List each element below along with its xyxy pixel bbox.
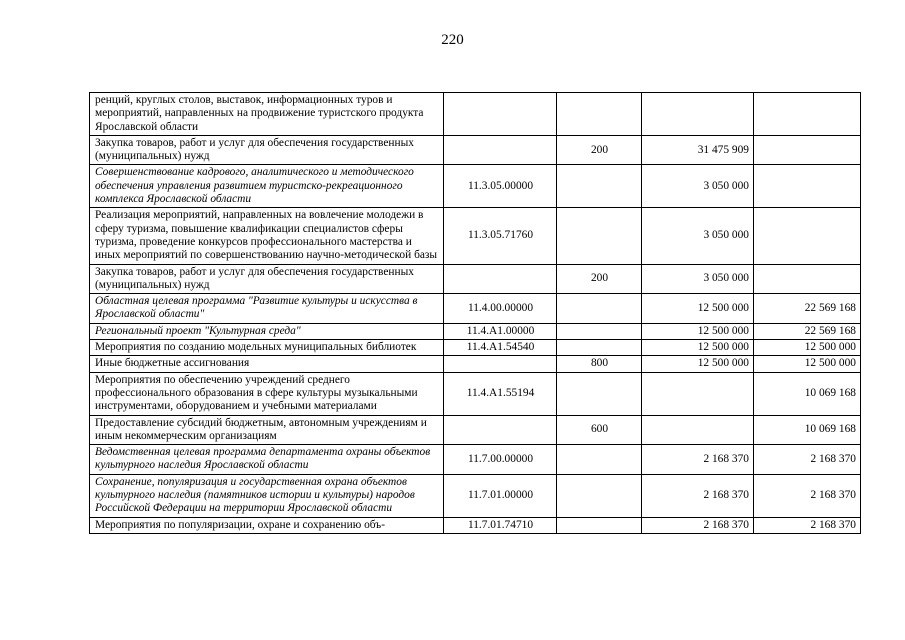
row-name-cell: Предоставление субсидий бюджетным, автономным учреждениям и иным некоммерческим организациям <box>90 415 444 445</box>
row-expense-type-cell <box>557 517 642 533</box>
row-amount-cell <box>642 415 754 445</box>
row-expense-type-cell <box>557 323 642 339</box>
row-expense-type-cell <box>557 208 642 264</box>
page-number: 220 <box>441 32 464 48</box>
row-amount-next-cell <box>754 208 861 264</box>
row-code-cell <box>444 415 557 445</box>
row-amount-next-cell <box>754 93 861 136</box>
row-amount-cell: 12 500 000 <box>642 356 754 372</box>
row-code-cell <box>444 356 557 372</box>
row-amount-cell: 3 050 000 <box>642 264 754 294</box>
row-expense-type-cell: 200 <box>557 135 642 165</box>
row-amount-next-cell: 22 569 168 <box>754 323 861 339</box>
row-code-cell: 11.7.01.00000 <box>444 474 557 517</box>
row-name-cell: Мероприятия по популяризации, охране и сохранению объ- <box>90 517 444 533</box>
table-row <box>90 517 861 533</box>
row-name-cell: Закупка товаров, работ и услуг для обеспечения государственных (муниципальных) нужд <box>90 135 444 165</box>
row-amount-next-cell <box>754 264 861 294</box>
row-name-cell: Мероприятия по обеспечению учреждений среднего профессионального образования в сфере культуры музыкальными инструментами, оборудованием и учебными материалами <box>90 372 444 415</box>
table-row <box>90 356 861 372</box>
row-amount-next-cell: 2 168 370 <box>754 517 861 533</box>
table-row <box>90 445 861 475</box>
row-code-cell: 11.7.01.74710 <box>444 517 557 533</box>
row-name-cell: Региональный проект "Культурная среда" <box>90 323 444 339</box>
row-amount-cell: 12 500 000 <box>642 340 754 356</box>
row-amount-cell: 12 500 000 <box>642 323 754 339</box>
row-name-cell: Совершенствование кадрового, аналитического и методического обеспечения управления развитием туристско-рекреационного комплекса Ярославской области <box>90 165 444 208</box>
row-amount-next-cell: 2 168 370 <box>754 445 861 475</box>
row-code-cell: 11.4.A1.54540 <box>444 340 557 356</box>
table-row <box>90 208 861 264</box>
table-row <box>90 474 861 517</box>
row-amount-cell: 3 050 000 <box>642 165 754 208</box>
row-expense-type-cell <box>557 294 642 324</box>
row-amount-next-cell <box>754 135 861 165</box>
row-amount-cell: 2 168 370 <box>642 474 754 517</box>
row-code-cell: 11.3.05.71760 <box>444 208 557 264</box>
row-amount-next-cell: 10 069 168 <box>754 372 861 415</box>
row-code-cell: 11.4.00.00000 <box>444 294 557 324</box>
row-amount-cell: 12 500 000 <box>642 294 754 324</box>
row-amount-cell <box>642 372 754 415</box>
row-name-cell: Сохранение, популяризация и государственная охрана объектов культурного наследия (памятников истории и культуры) народов Российской Федерации на территории Ярославской области <box>90 474 444 517</box>
table-row <box>90 294 861 324</box>
row-amount-cell <box>642 93 754 136</box>
table-row <box>90 165 861 208</box>
row-name-cell: Ведомственная целевая программа департамента охраны объектов культурного наследия Ярославской области <box>90 445 444 475</box>
row-amount-next-cell: 10 069 168 <box>754 415 861 445</box>
row-expense-type-cell: 800 <box>557 356 642 372</box>
row-amount-next-cell: 2 168 370 <box>754 474 861 517</box>
row-amount-cell: 2 168 370 <box>642 517 754 533</box>
table-row <box>90 93 861 136</box>
row-expense-type-cell <box>557 165 642 208</box>
row-name-cell: Закупка товаров, работ и услуг для обеспечения государственных (муниципальных) нужд <box>90 264 444 294</box>
row-expense-type-cell: 600 <box>557 415 642 445</box>
budget-table <box>89 92 861 534</box>
table-row <box>90 323 861 339</box>
row-name-cell: ренций, круглых столов, выставок, информационных туров и мероприятий, направленных на продвижение туристского продукта Ярославской области <box>90 93 444 136</box>
row-expense-type-cell <box>557 445 642 475</box>
row-amount-cell: 3 050 000 <box>642 208 754 264</box>
row-expense-type-cell <box>557 340 642 356</box>
row-expense-type-cell <box>557 474 642 517</box>
table-row <box>90 264 861 294</box>
row-expense-type-cell <box>557 372 642 415</box>
row-amount-cell: 31 475 909 <box>642 135 754 165</box>
row-code-cell: 11.4.A1.55194 <box>444 372 557 415</box>
row-name-cell: Реализация мероприятий, направленных на вовлечение молодежи в сферу туризма, повышение квалификации специалистов сферы туризма, проведение конкурсов профессионального мастерства и иных мероприятий по совершенствованию научно-методической базы <box>90 208 444 264</box>
row-code-cell <box>444 93 557 136</box>
row-name-cell: Иные бюджетные ассигнования <box>90 356 444 372</box>
table-row <box>90 372 861 415</box>
row-code-cell: 11.7.00.00000 <box>444 445 557 475</box>
row-code-cell <box>444 264 557 294</box>
row-code-cell: 11.3.05.00000 <box>444 165 557 208</box>
row-amount-next-cell: 12 500 000 <box>754 340 861 356</box>
row-code-cell: 11.4.A1.00000 <box>444 323 557 339</box>
row-code-cell <box>444 135 557 165</box>
row-amount-next-cell: 12 500 000 <box>754 356 861 372</box>
row-amount-cell: 2 168 370 <box>642 445 754 475</box>
table-row <box>90 415 861 445</box>
row-name-cell: Мероприятия по созданию модельных муниципальных библиотек <box>90 340 444 356</box>
table-row <box>90 135 861 165</box>
row-amount-next-cell <box>754 165 861 208</box>
table-row <box>90 340 861 356</box>
row-name-cell: Областная целевая программа "Развитие культуры и искусства в Ярославской области" <box>90 294 444 324</box>
row-expense-type-cell: 200 <box>557 264 642 294</box>
row-amount-next-cell: 22 569 168 <box>754 294 861 324</box>
row-expense-type-cell <box>557 93 642 136</box>
